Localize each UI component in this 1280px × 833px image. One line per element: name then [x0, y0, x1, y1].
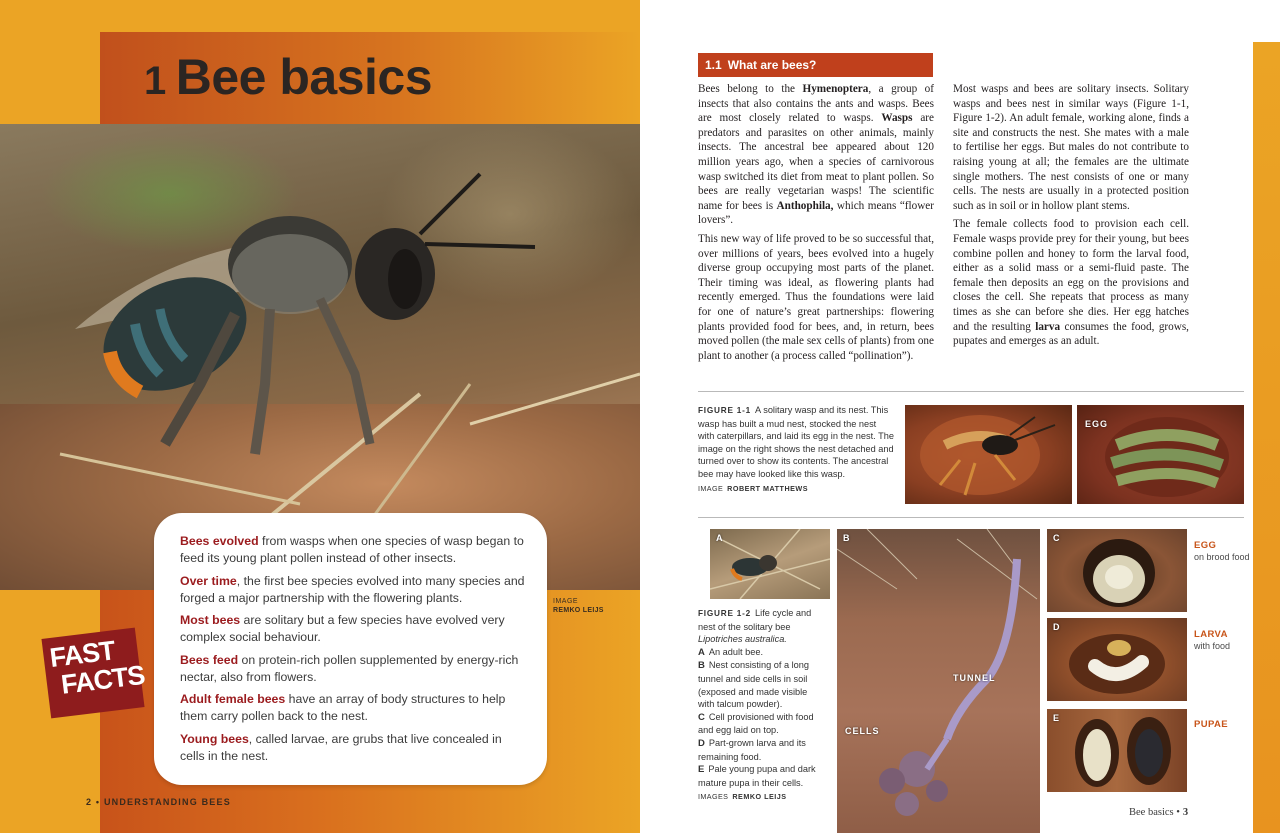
- paragraph: [698, 82, 934, 228]
- chapter-number: 1: [144, 59, 166, 103]
- fact-text: have an array of body structures to help them carry pollen back to the nest.: [180, 692, 506, 723]
- folio-page-number: 3: [1182, 807, 1189, 818]
- section-number: 1.1: [705, 58, 722, 72]
- fact-text: from wasps when one species of wasp began to feed its young plant pollen instead of other insects.: [180, 534, 524, 565]
- hero-image-credit-name: REMKO LEIJS: [553, 607, 604, 614]
- image-credit-name: ROBERT MATTHEWS: [727, 483, 809, 493]
- divider: [698, 517, 1244, 518]
- stage-label-egg: [1194, 541, 1250, 562]
- figure-label: FIGURE 1-2: [698, 609, 752, 618]
- bold-term: Hymenoptera: [802, 83, 869, 95]
- figure-1-1-nest-photo: [1077, 405, 1244, 504]
- fact-text: are solitary but a few species have evolved very complex social behaviour.: [180, 613, 505, 644]
- bold-term: Anthophila,: [776, 199, 834, 212]
- figure-1-2-panel-c: [1047, 529, 1187, 612]
- fast-facts-line2: FACTS: [59, 659, 146, 700]
- figure-1-2-caption: [698, 607, 822, 804]
- section-header: [698, 53, 933, 77]
- stage-label-pupae: [1194, 720, 1228, 731]
- image-credit-label: IMAGES: [698, 792, 729, 802]
- fact-item: [180, 573, 529, 607]
- right-folio: [1129, 807, 1188, 818]
- paragraph: This new way of life proved to be so successful that, over millions of years, bees evolved into a hugely diverse group occupying most parts of the planet. Their timing was ideal, as flowering plants had recently emerged. Thus the foundations were laid for one of nature’s great partnerships: flowering plants provided food for bees, and, in return, bees moved pollen (the male sex cells of plants) from one plant to another (a process called “pollination”).: [698, 232, 934, 362]
- step-text: Nest consisting of a long tunnel and side cells in soil (exposed and made visible with talcum powder).: [698, 660, 809, 710]
- stage-name: LARVA: [1194, 629, 1228, 640]
- paragraph: Most wasps and bees are solitary insects. Solitary wasps and bees nest in similar ways (Figure 1-1, Figure 1-2). An adult female, working alone, finds a site and constructs the nest. She mates with a male to fertilise her eggs. But males do not contribute to raising young at all; the females are the ultimate single mothers. The nest consists of one or many cells. The nests are usually in a protected position such as in soil or in hollow plant stems.: [953, 83, 1189, 212]
- step-key: A: [698, 646, 705, 658]
- fact-lead: Young bees: [180, 731, 249, 746]
- text-run: which means “flower lovers”.: [698, 199, 934, 227]
- stage-name: PUPAE: [1194, 719, 1229, 730]
- fact-lead: Adult female bees: [180, 692, 286, 706]
- panel-e-tag: E: [1053, 713, 1061, 723]
- caption-step: [698, 763, 822, 789]
- text-run: Bees belong to the: [698, 83, 803, 95]
- section-title: What are bees?: [727, 58, 817, 72]
- fact-item: [180, 731, 529, 765]
- step-text: Cell provisioned with food and egg laid on top.: [698, 711, 814, 736]
- chapter-title-text: Bee basics: [175, 49, 433, 105]
- fast-facts-badge: [41, 628, 144, 719]
- bold-term: Wasps: [881, 112, 913, 125]
- figure-1-1-wasp-photo: [905, 405, 1072, 504]
- step-text: Pale young pupa and dark mature pupa in their cells.: [698, 764, 816, 788]
- fact-text: on protein-rich pollen supplemented by energy-rich nectar, also from flowers.: [180, 652, 519, 684]
- hero-image-credit-label: IMAGE: [553, 598, 579, 605]
- egg-tag: EGG: [1085, 419, 1109, 429]
- chapter-title-block: [100, 32, 640, 124]
- fact-lead: Bees feed: [180, 652, 239, 667]
- figure-caption-intro: Life cycle and nest of the solitary bee: [698, 608, 812, 632]
- fact-text: , the first bee species evolved into many species and forged a major partnership with the flowering plants.: [180, 573, 525, 605]
- right-edge-tab: [1253, 42, 1280, 833]
- fact-lead: Bees evolved: [180, 534, 259, 548]
- hero-image-credit: [553, 597, 604, 615]
- step-text: Part-grown larva and its remaining food.: [698, 737, 806, 762]
- step-key: C: [698, 711, 705, 723]
- fact-lead: Over time: [180, 573, 237, 588]
- step-key: B: [698, 660, 705, 672]
- fact-text: , called larvae, are grubs that live concealed in cells in the nest.: [180, 731, 502, 763]
- right-page: [640, 0, 1280, 833]
- figure-caption-text: A solitary wasp and its nest. This wasp has built a mud nest, stocked the nest with caterpillars, and laid its egg in the nest. The image on the right shows the nest detached and turned over to show its contents. The ancestral bee may have looked like this wasp.: [698, 405, 894, 479]
- figure-label: FIGURE 1-1: [698, 406, 752, 415]
- panel-b-tag: B: [843, 533, 851, 543]
- fact-item: [180, 612, 529, 646]
- text-run: consumes the food, grows, pupates and emerges as an adult.: [953, 320, 1189, 348]
- caption-step: [698, 711, 822, 737]
- paragraph: [953, 217, 1189, 348]
- fact-item: [180, 652, 529, 686]
- body-column-right: [953, 82, 1189, 353]
- body-column-left: [698, 82, 934, 367]
- panel-c-tag: C: [1053, 533, 1061, 543]
- image-credit-label: IMAGE: [698, 483, 724, 493]
- text-run: are predators and parasites on other animals, mainly insects. The ancestral bee appeared about 120 million years ago, when a species of carnivorous wasp switched its diet from meat to plant pollen. So bees are really vegetarian wasps! The scientific name for bees is: [698, 112, 934, 212]
- image-credit-name: REMKO LEIJS: [732, 792, 787, 802]
- fact-item: [180, 691, 529, 725]
- figure-1-1-caption: [698, 404, 894, 495]
- cells-tag: CELLS: [845, 726, 880, 736]
- figure-image-credit: [698, 483, 894, 496]
- stage-label-larva: [1194, 630, 1230, 651]
- figure-1-2-panel-a: [710, 529, 830, 599]
- step-text: An adult bee.: [708, 646, 764, 657]
- figure-1-2-panel-e: [1047, 709, 1187, 792]
- divider: [698, 391, 1244, 392]
- panel-a-tag: A: [716, 533, 724, 543]
- step-key: D: [698, 737, 705, 749]
- panel-d-tag: D: [1053, 622, 1061, 632]
- stage-desc: on brood food: [1194, 551, 1250, 562]
- figure-1-2-panel-d: [1047, 618, 1187, 701]
- caption-step: [698, 659, 822, 710]
- bold-term: larva: [1035, 320, 1061, 333]
- fact-lead: Most bees: [180, 613, 241, 627]
- fast-facts-line1: FAST: [48, 635, 117, 674]
- stage-desc: with food: [1194, 640, 1231, 651]
- text-run: The female collects food to provision each cell. Female wasps provide prey for their young, but bees combine pollen and honey to form the larval food, either as a solid mass or a semi-fluid paste. The female then deposits an egg on the provisions and closes the cell. She repeats that process as many times as she can before she dies. Her egg hatches and the resulting: [953, 218, 1189, 333]
- folio-text: Bee basics •: [1129, 807, 1180, 818]
- step-key: E: [698, 764, 705, 776]
- fact-item: [180, 533, 529, 567]
- figure-1-2-panel-b: [837, 529, 1040, 833]
- caption-step: [698, 737, 822, 763]
- text-run: , a group of insects that also contains the ants and wasps. Bees are most closely related to wasps.: [698, 83, 934, 125]
- species-name: Lipotriches australica.: [698, 634, 787, 645]
- chapter-title: [144, 48, 432, 106]
- figure-image-credit: [698, 791, 822, 804]
- stage-name: EGG: [1194, 540, 1217, 551]
- left-folio: 2 • UNDERSTANDING BEES: [86, 797, 231, 807]
- caption-step: [698, 646, 822, 660]
- fast-facts-box: [154, 513, 547, 785]
- tunnel-tag: TUNNEL: [953, 673, 996, 683]
